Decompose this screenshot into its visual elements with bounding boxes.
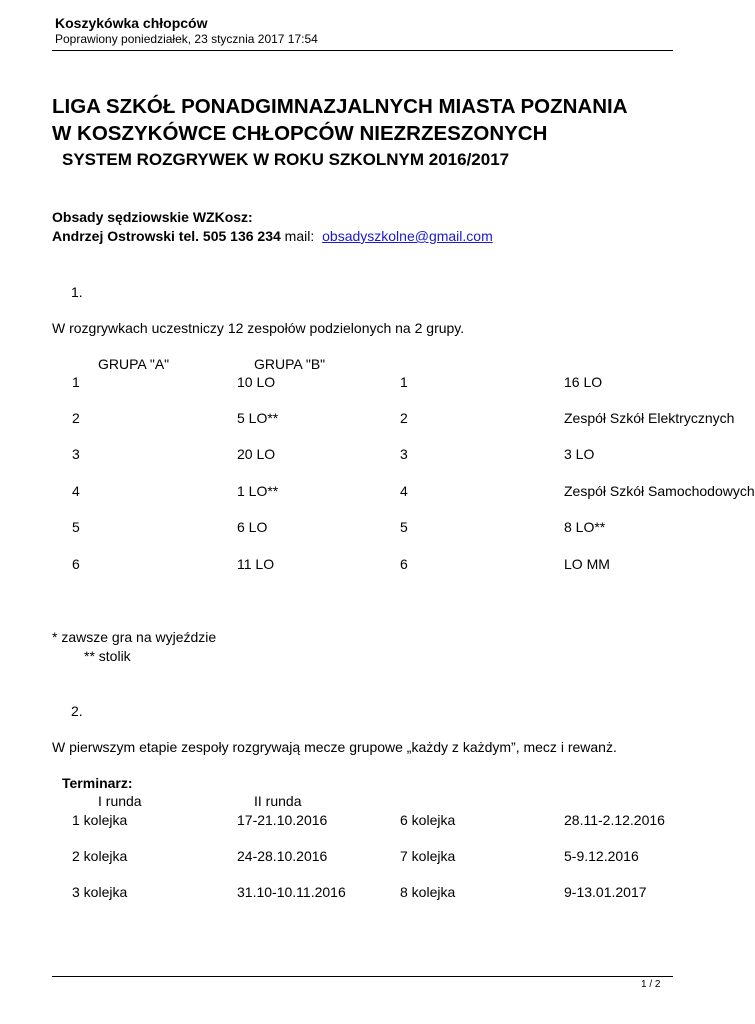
group-a-number: 5 xyxy=(72,519,80,535)
group-a-header: GRUPA "A" xyxy=(98,356,170,372)
round-2-matchday: 8 kolejka xyxy=(400,884,456,900)
footer-divider xyxy=(52,976,673,977)
schedule-label: Terminarz: xyxy=(62,775,133,791)
group-b-number: 1 xyxy=(400,374,408,390)
group-b-team: Zespół Szkół Samochodowych xyxy=(564,483,755,499)
group-b-team: 16 LO xyxy=(564,374,603,390)
round-1-matchday: 3 kolejka xyxy=(72,884,128,900)
section-2-intro: W pierwszym etapie zespoły rozgrywają mecze grupowe „każdy z każdym”, mecz i rewanż. xyxy=(52,739,617,755)
group-a-team: 5 LO** xyxy=(237,410,279,426)
round-2-dates: 28.11-2.12.2016 xyxy=(564,812,665,828)
group-b-number: 5 xyxy=(400,519,408,535)
round-2-matchday: 7 kolejka xyxy=(400,848,456,864)
group-a-number: 2 xyxy=(72,410,80,426)
group-b-team: 8 LO** xyxy=(564,519,606,535)
referees-contact-name: Andrzej Ostrowski tel. 505 136 234 xyxy=(52,228,281,244)
round-1-dates: 31.10-10.11.2016 xyxy=(237,884,346,900)
document-header-title: Koszykówka chłopców xyxy=(55,15,208,31)
group-a-team: 10 LO xyxy=(237,374,276,390)
footnote-away: * zawsze gra na wyjeździe xyxy=(52,629,217,645)
round-1-header: I runda xyxy=(98,793,142,809)
mail-label: mail: xyxy=(284,228,315,244)
group-a-number: 1 xyxy=(72,374,80,390)
round-2-dates: 9-13.01.2017 xyxy=(564,884,647,900)
round-1-dates: 24-28.10.2016 xyxy=(237,848,328,864)
group-b-number: 6 xyxy=(400,556,408,572)
heading-line-1: LIGA SZKÓŁ PONADGIMNAZJALNYCH MIASTA POZNANIA xyxy=(52,95,628,118)
section-1-intro: W rozgrywkach uczestniczy 12 zespołów podzielonych na 2 grupy. xyxy=(52,320,465,336)
round-1-matchday: 2 kolejka xyxy=(72,848,128,864)
referees-label: Obsady sędziowskie WZKosz: xyxy=(52,209,253,225)
group-a-number: 3 xyxy=(72,446,80,462)
email-link[interactable]: obsadyszkolne@gmail.com xyxy=(322,228,493,244)
round-1-dates: 17-21.10.2016 xyxy=(237,812,328,828)
group-a-team: 11 LO xyxy=(237,556,275,572)
referees-contact xyxy=(52,228,493,244)
group-b-header: GRUPA "B" xyxy=(254,356,326,372)
section-1-number: 1. xyxy=(71,284,83,300)
group-a-number: 6 xyxy=(72,556,80,572)
header-divider xyxy=(52,50,673,51)
group-b-number: 4 xyxy=(400,483,408,499)
group-a-team: 1 LO** xyxy=(237,483,279,499)
group-b-team: LO MM xyxy=(564,556,610,572)
group-b-number: 3 xyxy=(400,446,408,462)
group-a-team: 20 LO xyxy=(237,446,276,462)
round-1-matchday: 1 kolejka xyxy=(72,812,128,828)
round-2-matchday: 6 kolejka xyxy=(400,812,456,828)
round-2-dates: 5-9.12.2016 xyxy=(564,848,639,864)
group-b-team: 3 LO xyxy=(564,446,595,462)
modified-date: Poprawiony poniedziałek, 23 stycznia 2017 17:54 xyxy=(55,32,318,46)
round-2-header: II runda xyxy=(254,793,302,809)
section-2-number: 2. xyxy=(71,703,83,719)
heading-line-2: W KOSZYKÓWCE CHŁOPCÓW NIEZRZESZONYCH xyxy=(52,122,548,145)
heading-line-3: SYSTEM ROZGRYWEK W ROKU SZKOLNYM 2016/2017 xyxy=(62,150,510,169)
group-b-team: Zespół Szkół Elektrycznych xyxy=(564,410,735,426)
footnote-table: ** stolik xyxy=(84,648,131,664)
page-number: 1 / 2 xyxy=(641,979,661,990)
group-a-number: 4 xyxy=(72,483,80,499)
group-b-number: 2 xyxy=(400,410,408,426)
group-a-team: 6 LO xyxy=(237,519,268,535)
